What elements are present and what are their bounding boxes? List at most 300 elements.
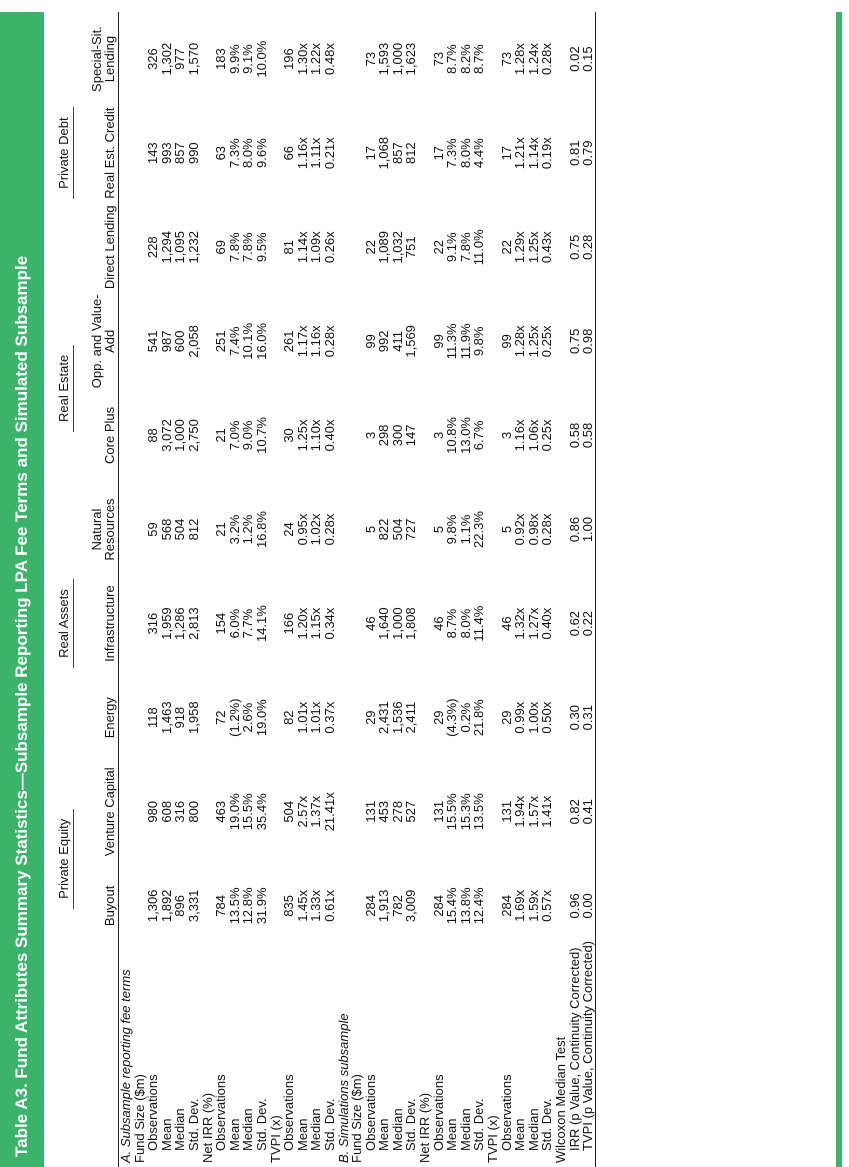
row-label: Observations	[362, 1074, 378, 1151]
table-cell: 2,750	[185, 419, 201, 452]
row-label: Mean	[376, 1118, 392, 1151]
table-cell: 1.00	[581, 482, 595, 576]
table-cell: 15.5%	[444, 793, 460, 831]
row-label: Observations	[145, 1074, 161, 1151]
table-cell: 0.95x	[294, 513, 310, 546]
bottom-accent-rule	[836, 12, 842, 1167]
table-cell: 7.8%	[226, 232, 242, 263]
metric-group-label: TVPI (x)	[267, 1115, 283, 1163]
table-cell: 9.6%	[253, 138, 269, 168]
table-cell: 1.21x	[512, 137, 528, 170]
table-cell: 22	[430, 240, 446, 255]
table-cell: 3	[498, 431, 514, 440]
table-cell: 131	[498, 800, 514, 823]
table-cell: 1.57x	[525, 795, 541, 828]
table-cell: 0.28x	[539, 43, 555, 75]
table-cell: 0.37x	[321, 701, 337, 734]
table-cell: 0.28	[581, 200, 595, 294]
table-cell: 812	[185, 518, 201, 541]
table-cell: 1.17x	[294, 325, 310, 358]
row-label: Median	[457, 1108, 473, 1151]
column-header: Real Est. Credit	[102, 107, 117, 199]
table-cell: 1,892	[158, 889, 174, 923]
table-cell: 7.3%	[444, 138, 460, 168]
table-cell: 541	[145, 330, 161, 353]
table-row	[160, 12, 174, 1167]
table-cell: 14.1%	[253, 605, 269, 643]
group-row	[350, 12, 364, 1167]
table-cell: 12.4%	[471, 887, 487, 925]
table-cell: 822	[376, 518, 392, 541]
group-row	[269, 12, 283, 1167]
column-header: Venture Capital	[102, 767, 117, 857]
table-cell: 1.33x	[308, 889, 324, 922]
table-cell: 2,058	[185, 325, 201, 358]
table-cell: 154	[213, 612, 229, 635]
table-cell: 1.16x	[294, 137, 310, 170]
table-cell: 31.9%	[253, 887, 269, 925]
metric-group-label: Fund Size ($m)	[131, 1074, 147, 1163]
table-cell: 1.14x	[294, 231, 310, 264]
table-row	[228, 12, 242, 1167]
table-cell: 7.7%	[240, 608, 256, 639]
group-row	[554, 12, 568, 1167]
table-cell: 857	[172, 142, 188, 165]
group-header-label: Real Estate	[57, 345, 74, 432]
table-cell: 9.8%	[471, 326, 487, 357]
table-cell: 284	[430, 895, 446, 917]
table-row	[173, 12, 187, 1167]
table-cell: 0.82	[566, 799, 582, 825]
table-cell: 131	[430, 800, 446, 823]
table-cell: 166	[281, 612, 297, 635]
table-cell: 284	[362, 895, 378, 917]
table-cell: 896	[172, 895, 188, 917]
table-cell: 29	[498, 710, 514, 725]
table-cell: 131	[362, 800, 378, 823]
table-cell: 13.5%	[471, 793, 487, 831]
table-cell: 183	[213, 48, 229, 70]
table-cell: 3	[430, 431, 446, 440]
table-cell: 1,959	[158, 607, 174, 640]
table-cell: 8.7%	[444, 44, 460, 74]
table-cell: 1.27x	[525, 607, 541, 640]
table-cell: 1,032	[389, 230, 405, 264]
table-cell: 46	[362, 616, 378, 631]
row-label: TVPI (p Value, Continuity Corrected)	[581, 953, 595, 1167]
table-cell: 46	[498, 616, 514, 631]
row-label: Observations	[430, 1074, 446, 1151]
group-header	[48, 12, 76, 294]
table-cell: 118	[145, 707, 161, 729]
table-cell: 99	[498, 334, 514, 349]
table-cell: 0.00	[581, 859, 595, 953]
table-cell: 1.25x	[525, 325, 541, 358]
table-cell: 0.40x	[321, 419, 337, 452]
table-cell: 1.41x	[539, 795, 555, 828]
group-header	[48, 765, 76, 953]
table-cell: 977	[172, 48, 188, 70]
table-cell: 15.4%	[444, 887, 460, 925]
table-cell: 1.22x	[308, 43, 324, 75]
table-cell: 0.61x	[321, 889, 337, 922]
table-row	[404, 12, 418, 1167]
row-label: IRR (p Value, Continuity Corrected)	[566, 947, 582, 1151]
table-cell: 35.4%	[253, 793, 269, 831]
table-cell: 278	[389, 800, 405, 823]
table-cell: 46	[430, 616, 446, 631]
table-cell: 980	[145, 800, 161, 823]
table-cell: (4.3%)	[444, 698, 460, 737]
table-cell: 0.21x	[321, 137, 337, 170]
table-cell: 3,331	[185, 889, 201, 923]
table-cell: 284	[498, 895, 514, 917]
table-cell: 1.28x	[512, 325, 528, 358]
table-cell: 463	[213, 800, 229, 823]
table-body	[119, 12, 596, 1167]
table-cell: 21	[213, 522, 229, 537]
group-row	[201, 12, 215, 1167]
table-cell: 8.2%	[457, 44, 473, 74]
table-cell: 316	[172, 800, 188, 823]
table-cell: 1.01x	[308, 701, 324, 734]
row-label: Median	[240, 1108, 256, 1151]
table-cell: 11.4%	[471, 605, 487, 642]
column-header-row	[76, 12, 119, 1167]
table-cell: 0.98	[581, 294, 595, 388]
table-cell: 29	[362, 710, 378, 725]
table-row	[513, 12, 527, 1167]
metric-group-label: Net IRR (%)	[199, 1092, 215, 1163]
table-cell: 1.37x	[308, 795, 324, 828]
table-cell: 7.0%	[226, 420, 242, 451]
metric-group-label: Net IRR (%)	[417, 1092, 433, 1163]
table-cell: 3.2%	[226, 514, 242, 545]
table-cell: 987	[158, 330, 174, 353]
table-cell: 990	[185, 142, 201, 165]
table-row	[214, 12, 228, 1167]
row-label: Std. Dev.	[321, 1098, 337, 1151]
table-cell: 5	[362, 525, 378, 534]
table-cell: 73	[498, 51, 514, 67]
table-cell: 11.3%	[444, 323, 460, 360]
column-header: Buyout	[102, 885, 117, 927]
table-cell: 1,000	[389, 607, 405, 640]
group-header-label: Real Assets	[57, 579, 74, 668]
table-cell: 88	[145, 428, 161, 443]
group-header-label: Private Equity	[57, 809, 74, 909]
table-cell: 1,958	[185, 701, 201, 734]
table-cell: 8.0%	[240, 138, 256, 168]
table-cell: 782	[389, 895, 405, 917]
table-cell: 326	[145, 48, 161, 70]
table-cell: 3,072	[158, 419, 174, 452]
table-cell: 0.43x	[539, 231, 555, 264]
summary-table	[48, 12, 596, 1167]
table-row	[459, 12, 473, 1167]
table-cell: 63	[213, 145, 229, 161]
table-cell: 29	[430, 710, 446, 725]
group-header-row	[48, 12, 76, 1167]
table-cell: 0.58	[581, 388, 595, 482]
table-cell: 5	[430, 525, 446, 534]
table-cell: 10.0%	[253, 40, 269, 78]
table-cell: 1.32x	[512, 607, 528, 640]
table-cell: 1,463	[158, 701, 174, 734]
table-cell: 251	[213, 330, 229, 353]
table-cell: 10.8%	[444, 417, 460, 454]
table-cell: 835	[281, 895, 297, 917]
table-cell: 918	[172, 706, 188, 729]
table-cell: 6.0%	[226, 608, 242, 639]
table-row	[364, 12, 378, 1167]
table-cell: 993	[158, 142, 174, 165]
table-row	[527, 12, 541, 1167]
table-row	[391, 12, 405, 1167]
table-cell: 24	[281, 522, 297, 537]
table-cell: 600	[172, 330, 188, 353]
table-row	[309, 12, 323, 1167]
column-header: Core Plus	[102, 406, 117, 464]
table-cell: 82	[281, 710, 297, 725]
table-cell: 1,068	[376, 136, 392, 170]
table-cell: 1.06x	[525, 419, 541, 452]
table-cell: 1.10x	[308, 419, 324, 452]
table-cell: 21	[213, 428, 229, 443]
table-cell: 0.31	[581, 671, 595, 765]
table-cell: 147	[403, 424, 419, 447]
metric-group-label: Wilcoxon Median Test	[553, 1036, 568, 1163]
table-cell: 0.40x	[539, 607, 555, 640]
table-row	[540, 12, 554, 1167]
table-cell: 73	[430, 51, 446, 67]
row-label: Std. Dev.	[403, 1098, 419, 1151]
table-cell: 0.2%	[457, 702, 473, 733]
row-label: Median	[389, 1108, 405, 1151]
table-cell: 9.1%	[444, 232, 460, 263]
table-cell: 1,000	[389, 42, 405, 76]
table-cell: 99	[362, 334, 378, 349]
section-row	[337, 12, 351, 1167]
table-cell: 13.0%	[457, 417, 473, 454]
table-cell: 7.8%	[240, 232, 256, 263]
table-cell: 1.30x	[294, 43, 310, 75]
table-cell: 22	[362, 240, 378, 255]
table-cell: 1.45x	[294, 889, 310, 922]
row-label-header	[76, 953, 119, 1167]
column-header: Energy	[102, 697, 117, 739]
table-cell: 12.8%	[240, 887, 256, 925]
table-cell: 1,640	[376, 607, 392, 640]
table-row	[323, 12, 337, 1167]
table-cell: 3	[362, 431, 378, 440]
row-label: Observations	[281, 1074, 297, 1151]
table-cell: 0.75	[566, 328, 582, 354]
table-cell: 0.81	[566, 140, 582, 166]
table-cell: 0.58	[566, 422, 582, 449]
table-cell: 0.99x	[512, 701, 528, 734]
table-cell: 0.26x	[321, 231, 337, 264]
table-cell: 0.19x	[539, 137, 555, 170]
table-cell: 1.59x	[525, 889, 541, 922]
table-cell: 17	[430, 145, 446, 161]
table-row	[445, 12, 459, 1167]
table-cell: 69	[213, 240, 229, 255]
table-cell: 568	[158, 518, 174, 541]
row-label: Std. Dev.	[253, 1098, 269, 1151]
table-cell: 1.29x	[512, 231, 528, 264]
table-cell: 300	[389, 424, 405, 447]
table-cell: 1.20x	[294, 607, 310, 640]
table-cell: 16.0%	[253, 322, 269, 360]
table-cell: 0.28x	[539, 513, 555, 546]
section-row	[119, 12, 133, 1167]
table-row	[432, 12, 446, 1167]
table-row	[187, 12, 201, 1167]
table-cell: 1,808	[403, 607, 419, 640]
table-cell: 4.4%	[471, 138, 487, 168]
table-cell: 2.6%	[240, 702, 256, 733]
table-cell: 1.25x	[294, 419, 310, 452]
table-cell: 19.0%	[253, 699, 269, 737]
row-label: Std. Dev.	[185, 1098, 201, 1151]
table-cell: 3,009	[403, 889, 419, 923]
row-label: Mean	[512, 1118, 528, 1151]
row-label: Median	[172, 1108, 188, 1151]
table-cell: 0.86	[566, 516, 582, 543]
table-cell: 1.1%	[457, 514, 473, 545]
table-cell: 504	[281, 800, 297, 823]
table-row	[255, 12, 269, 1167]
table-cell: 10.7%	[253, 417, 269, 454]
table-cell: 1.02x	[308, 513, 324, 546]
table-cell: 72	[213, 710, 229, 725]
row-label: Std. Dev.	[471, 1098, 487, 1151]
table-row	[296, 12, 310, 1167]
table-cell: 1,536	[389, 701, 405, 734]
table-cell: 2,813	[185, 607, 201, 640]
table-cell: 7.4%	[226, 326, 242, 357]
table-cell: 73	[362, 51, 378, 67]
table-cell: 2,411	[403, 701, 419, 734]
table-cell: 10.1%	[240, 322, 256, 360]
table-cell: 0.02	[566, 46, 582, 72]
table-cell: 504	[389, 518, 405, 541]
table-cell: 1,913	[376, 889, 392, 923]
table-cell: 1,570	[185, 42, 201, 76]
table-cell: 0.28x	[321, 513, 337, 546]
table-cell: 30	[281, 428, 297, 443]
table-cell: 1.24x	[525, 43, 541, 75]
table-cell: 1,306	[145, 889, 161, 923]
table-cell: 2.57x	[294, 795, 310, 828]
table-cell: 316	[145, 612, 161, 635]
column-header: Opp. and Value-Add	[89, 294, 117, 389]
table-cell: 0.48x	[321, 43, 337, 75]
group-header-label: Private Debt	[57, 107, 74, 199]
table-cell: 6.7%	[471, 420, 487, 451]
table-cell: 0.25x	[539, 419, 555, 452]
group-header-empty	[48, 953, 76, 1167]
table-cell: 0.30	[566, 705, 582, 731]
group-row	[486, 12, 500, 1167]
table-cell: 81	[281, 240, 297, 255]
table-cell: 1.28x	[512, 43, 528, 75]
table-cell: 1,286	[172, 607, 188, 640]
table-cell: 22.3%	[471, 511, 487, 548]
row-label: Std. Dev.	[539, 1098, 555, 1151]
row-label: Observations	[213, 1074, 229, 1151]
table-cell: 1.09x	[308, 231, 324, 264]
table-cell: 527	[403, 800, 419, 823]
table-row	[377, 12, 391, 1167]
table-cell: 1.2%	[240, 514, 256, 545]
row-label: Mean	[294, 1118, 310, 1151]
table-cell: 7.3%	[226, 138, 242, 168]
row-label: Observations	[498, 1074, 514, 1151]
table-cell: 11.9%	[457, 323, 473, 360]
table-cell: 5	[498, 525, 514, 534]
table-row	[500, 12, 514, 1167]
group-row	[418, 12, 432, 1167]
table-cell: 261	[281, 330, 297, 353]
table-cell: 11.0%	[471, 229, 487, 266]
table-cell: 751	[403, 236, 419, 259]
column-header: Natural Resources	[89, 498, 117, 561]
table-cell: 608	[158, 800, 174, 823]
table-cell: 411	[389, 330, 405, 352]
table-cell: 143	[145, 142, 161, 165]
table-cell: 0.98x	[525, 513, 541, 546]
row-label: Mean	[226, 1118, 242, 1151]
table-cell: 13.5%	[226, 887, 242, 925]
column-header: Direct Lending	[102, 205, 117, 290]
table-cell: 9.5%	[253, 232, 269, 263]
table-row	[146, 12, 160, 1167]
metric-group-label: Fund Size ($m)	[349, 1074, 365, 1163]
row-label: Median	[525, 1108, 541, 1151]
table-cell: 0.75	[566, 234, 582, 260]
table-cell: 196	[281, 48, 297, 70]
table-cell: 7.8%	[457, 232, 473, 263]
table-cell: 21.8%	[471, 699, 487, 737]
table-title: Table A3. Fund Attributes Summary Statistics—Subsample Reporting LPA Fee Terms and Simulated Subsample	[0, 12, 44, 1167]
table-cell: 59	[145, 522, 161, 537]
table-cell: 228	[145, 236, 161, 259]
table-cell: 2,431	[376, 701, 392, 734]
table-cell: 1.16x	[308, 325, 324, 358]
table-cell: (1.2%)	[226, 698, 242, 737]
table-cell: 1,569	[403, 325, 419, 358]
column-header: Infrastructure	[102, 585, 117, 662]
row-label: Mean	[158, 1118, 174, 1151]
table-cell: 99	[430, 334, 446, 349]
table-cell: 784	[213, 895, 229, 917]
table-cell: 8.0%	[457, 608, 473, 639]
table-cell: 0.15	[581, 12, 595, 106]
table-cell: 857	[389, 142, 405, 165]
table-cell: 0.25x	[539, 325, 555, 358]
table-cell: 0.28x	[321, 325, 337, 358]
table-cell: 1.14x	[525, 137, 541, 170]
table-cell: 1,294	[158, 230, 174, 264]
group-row	[133, 12, 147, 1167]
table-cell: 1,089	[376, 230, 392, 264]
table-cell: 16.8%	[253, 511, 269, 548]
table-row	[568, 12, 582, 1167]
table-cell: 9.9%	[226, 44, 242, 74]
row-label: Median	[308, 1108, 324, 1151]
